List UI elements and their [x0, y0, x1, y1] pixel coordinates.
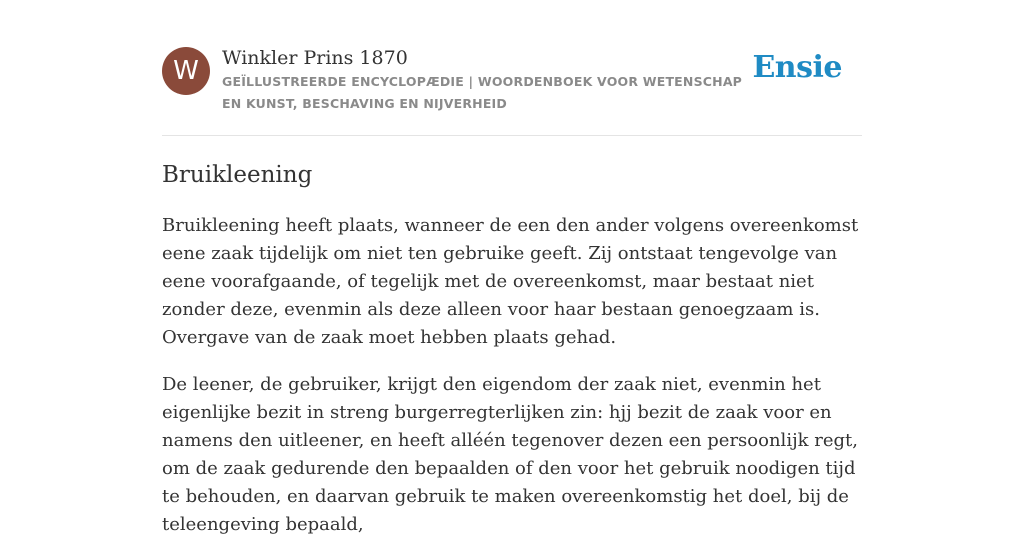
article-paragraph: De leener, de gebruiker, krijgt den eigendom der zaak niet, evenmin het eigenlijke bezit in streng burgerregterlijken zin: hjj bezit de zaak voor en namens den uitleener, en heeft alléén tegenover dezen een persoonlijk regt, om de zaak gedurende den bepaalden of den voor het gebruik noodigen tijd te behouden, en daarvan gebruik te maken overeenkomstig het doel, bij de teleengeving bepaald, — [162, 374, 859, 535]
header-divider — [162, 135, 862, 136]
source-header — [162, 46, 862, 116]
article-body — [162, 212, 862, 558]
source-avatar[interactable]: W — [162, 47, 210, 95]
source-info — [222, 46, 762, 115]
article-paragraph: Bruikleening heeft plaats, wanneer de een den ander volgens overeenkomst eene zaak tijdelijk om niet ten gebruike geeft. Zij ontstaat tengevolge van eene voorafgaande, of tegelijk met de overeenkomst, maar bestaat niet zonder deze, evenmin als deze alleen voor haar bestaan genoegzaam is. Overgave van de zaak moet hebben plaats gehad. — [162, 215, 859, 348]
source-subtitle: GEÏLLUSTREERDE ENCYCLOPÆDIE | WOORDENBOEK VOOR WETENSCHAP EN KUNST, BESCHAVING EN NIJVERHEID — [222, 74, 743, 111]
ensie-logo-link[interactable]: Ensie — [752, 50, 842, 85]
article-title: Bruikleening — [162, 162, 313, 188]
source-title[interactable]: Winkler Prins 1870 — [222, 47, 408, 69]
content — [162, 46, 862, 535]
